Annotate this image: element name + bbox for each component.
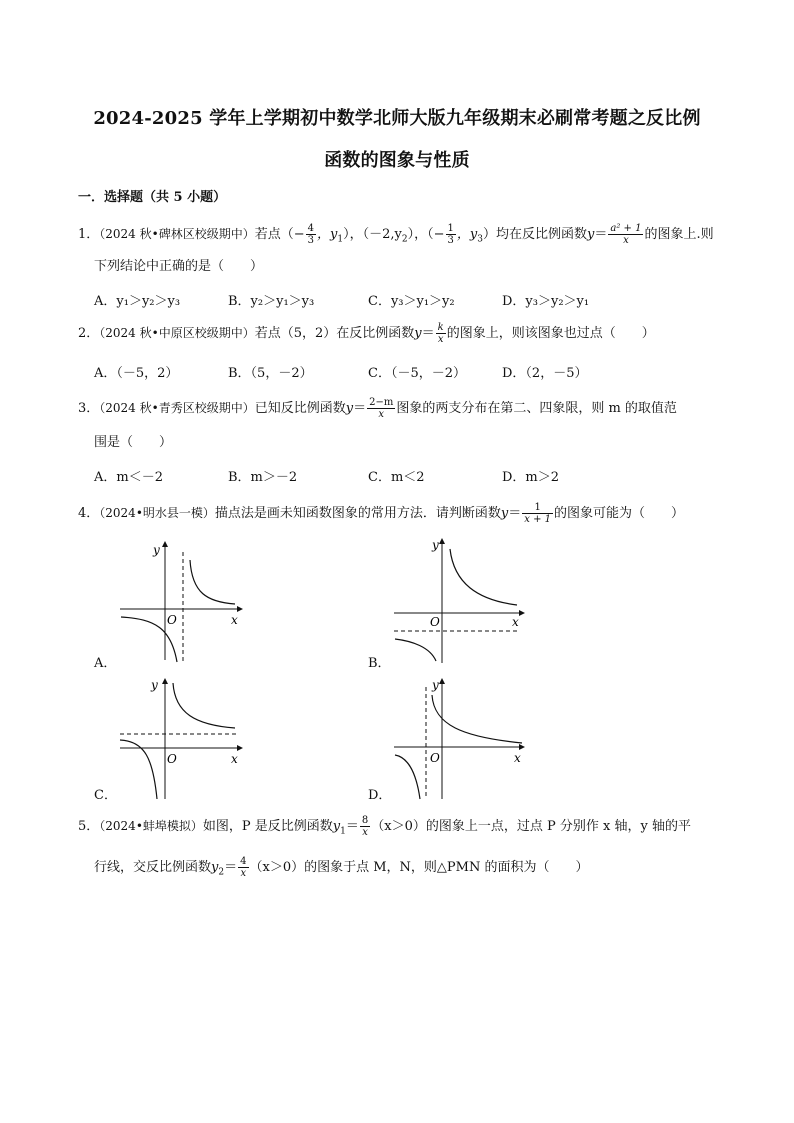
y-axis-label: y	[432, 678, 439, 692]
x-axis-label: x	[231, 752, 238, 766]
origin-label: O	[167, 752, 177, 766]
question-number: 2．	[78, 326, 100, 341]
function-fraction: $\frac{k}{x}$	[437, 322, 444, 345]
question-text: 的图象上.则	[644, 227, 714, 242]
question-text: 行线，交反比例函数	[94, 860, 212, 875]
x-axis-label: x	[514, 751, 521, 765]
q2-option-c[interactable]: C．（－5，－2）	[368, 366, 466, 381]
function-fraction: $\frac{4}{x}$	[240, 856, 247, 879]
q3-option-b[interactable]: B．m＞－2	[228, 470, 298, 485]
q1-option-c[interactable]: C．y₃＞y₁＞y₂	[368, 294, 455, 309]
question-text: 如图，P 是反比例函数	[202, 819, 333, 834]
question-2: 2．（2024 秋•中原区校级期中）若点（5，2）在反比例函数y＝ $\frac{k}{x}$ 的图象上，则该图象也过点（ ）	[78, 322, 655, 345]
y-axis-label: y	[432, 538, 439, 552]
question-text: （x＞0）的图象上一点，过点 P 分别作 x 轴，y 轴的平	[371, 819, 691, 834]
question-source: （2024•明水县一模）	[99, 506, 215, 520]
graph-label-a: A．	[94, 656, 117, 671]
curve-branch	[395, 639, 436, 661]
q2-option-b[interactable]: B．（5，－2）	[228, 366, 313, 381]
fraction: $\frac{4}{3}$	[307, 223, 315, 246]
origin-label: O	[167, 613, 177, 627]
curve-branch	[450, 549, 517, 605]
y-axis-label: y	[153, 543, 160, 557]
curve-branch	[432, 695, 522, 743]
question-source: （2024 秋•碑林区校级期中）	[99, 227, 255, 241]
question-1: 1．（2024 秋•碑林区校级期中）若点（− $\frac{4}{3}$ ，$y_1$），$(-2,y_2)$，（− $\frac{1}{3}$ ，$y_3$）均在反比例函数y＝ $\frac{\text{a² + 1}}{x}$ 的图象上.则	[78, 223, 714, 246]
y-axis-label: y	[151, 678, 158, 692]
question-source: （2024•蚌埠模拟）	[99, 819, 203, 833]
question-text: 的图象上，则该图象也过点（ ）	[446, 326, 655, 341]
question-number: 4．	[78, 506, 100, 521]
question-1-line2: 下列结论中正确的是（ ）	[94, 259, 264, 274]
question-text: ），（－2,y	[343, 227, 402, 242]
question-text: ），（	[407, 227, 434, 242]
q3-option-d[interactable]: D．m＞2	[502, 470, 560, 485]
question-text: ，y	[456, 227, 478, 242]
graph-label-d: D．	[368, 788, 392, 803]
q2-option-d[interactable]: D．（2，－5）	[502, 366, 588, 381]
question-text: （x＞0）的图象于点 M，N，则△PMN 的面积为（ ）	[249, 860, 589, 875]
function-fraction: $\frac{1}{x + 1}$	[524, 502, 552, 525]
q1-option-b[interactable]: B．y₂＞y₁＞y₃	[228, 294, 315, 309]
question-number: 5．	[78, 819, 100, 834]
q1-option-d[interactable]: D．y₃＞y₂＞y₁	[502, 294, 590, 309]
origin-label: O	[430, 751, 440, 765]
function-fraction: $\frac{2-m}{x}$	[369, 397, 394, 420]
question-number: 1．	[78, 227, 100, 242]
question-3-line2: 围是（ ）	[94, 435, 173, 450]
question-text: 已知反比例函数	[254, 401, 346, 416]
q2-option-a[interactable]: A．（－5，2）	[94, 366, 179, 381]
x-axis-label: x	[231, 613, 238, 627]
question-4: 4．（2024•明水县一模）描点法是画未知函数图象的常用方法．请判断函数y＝ $\frac{1}{x + 1}$ 的图象可能为（ ）	[78, 502, 685, 525]
graph-label-b: B．	[368, 656, 391, 671]
graph-option-d[interactable]	[392, 675, 527, 803]
graph-option-b[interactable]	[392, 535, 527, 665]
curve-branch	[190, 560, 235, 604]
fraction: $\frac{1}{3}$	[447, 223, 454, 246]
q3-option-c[interactable]: C．m＜2	[368, 470, 425, 485]
document-title-line1: 2024-2025 学年上学期初中数学北师大版九年级期末必刷常考题之反比例	[93, 108, 701, 129]
question-3: 3．（2024 秋•青秀区校级期中）已知反比例函数y＝ $\frac{2-m}{x}$ 图象的两支分布在第二、四象限，则 m 的取值范	[78, 397, 677, 420]
function-fraction: $\frac{8}{x}$	[361, 815, 369, 838]
curve-branch	[120, 740, 157, 799]
question-text: ）均在反比例函数	[482, 227, 587, 242]
question-text: 若点（5，2）在反比例函数	[254, 326, 415, 341]
question-text: 的图象可能为（ ）	[554, 506, 685, 521]
question-5-line2: 行线，交反比例函数$y_2=$ $\frac{4}{x}$ （x＞0）的图象于点 M，N，则△PMN 的面积为（ ）	[94, 856, 589, 879]
graph-label-c: C．	[94, 788, 117, 803]
q1-option-a[interactable]: A．y₁＞y₂＞y₃	[94, 294, 181, 309]
section-heading: 一．选择题（共 5 小题）	[78, 190, 227, 205]
question-5: 5．（2024•蚌埠模拟）如图，P 是反比例函数$y_1=$ $\frac{8}{x}$ （x＞0）的图象上一点，过点 P 分别作 x 轴，y 轴的平	[78, 815, 691, 838]
graph-option-c[interactable]	[115, 675, 245, 803]
question-text: 图象的两支分布在第二、四象限，则 m 的取值范	[396, 401, 677, 416]
document-title-line2: 函数的图象与性质	[324, 150, 470, 171]
x-axis-label: x	[512, 615, 519, 629]
curve-branch	[395, 755, 420, 799]
curve-branch	[173, 683, 235, 728]
question-source: （2024 秋•青秀区校级期中）	[99, 401, 255, 415]
question-text: 若点（	[254, 227, 294, 242]
origin-label: O	[430, 615, 440, 629]
question-number: 3．	[78, 401, 100, 416]
question-text: 描点法是画未知函数图象的常用方法．请判断函数	[214, 506, 501, 521]
question-source: （2024 秋•中原区校级期中）	[99, 326, 255, 340]
function-fraction: $\frac{\text{a² + 1}}{x}$	[610, 223, 642, 246]
q3-option-a[interactable]: A．m＜－2	[94, 470, 163, 485]
question-text: ，y	[317, 227, 338, 242]
graph-option-a[interactable]	[115, 538, 245, 666]
